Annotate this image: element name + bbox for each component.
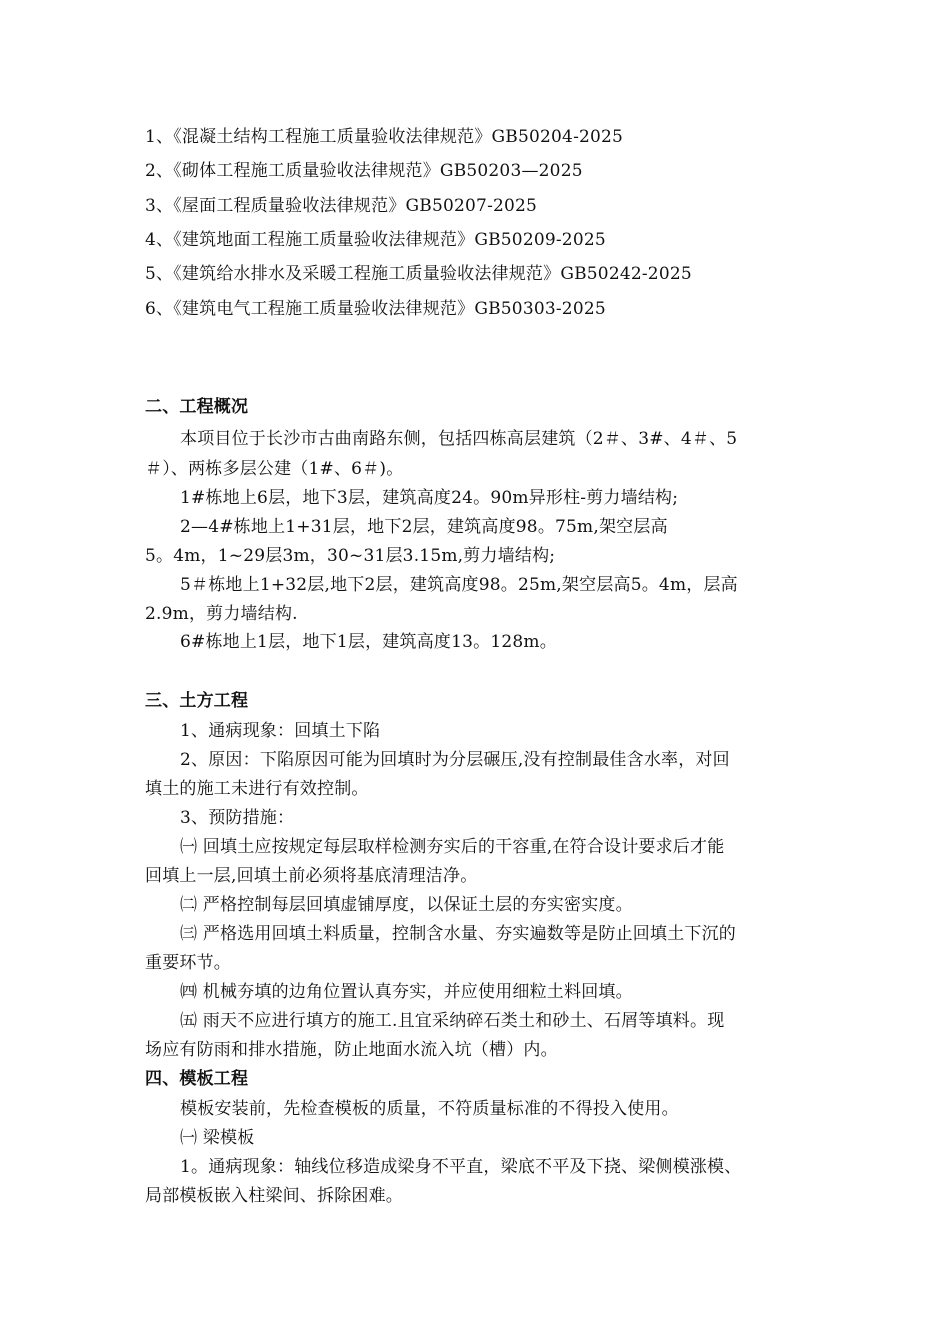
paragraph-line: 填土的施工未进行有效控制。	[145, 779, 369, 799]
paragraph-line: ㈤ 雨天不应进行填方的施工.且宜采纳碎石类土和砂土、石屑等填料。现	[180, 1011, 725, 1031]
paragraph-line: 重要环节。	[145, 953, 231, 973]
paragraph-line: 2、原因：下陷原因可能为回填时为分层碾压,没有控制最佳含水率，对回	[180, 750, 730, 770]
paragraph-line: ㈣ 机械夯填的边角位置认真夯实，并应使用细粒土料回填。	[180, 982, 633, 1002]
paragraph-line: 2—4#栋地上1+31层，地下2层，建筑高度98。75m,架空层高	[180, 517, 668, 537]
section-heading: 三、土方工程	[145, 691, 249, 711]
paragraph-line: ＃）、两栋多层公建（1#、6＃)。	[145, 459, 404, 479]
section-heading: 二、工程概况	[145, 397, 249, 417]
paragraph-line: ㈠ 梁模板	[180, 1128, 255, 1148]
reference-item: 4、《建筑地面工程施工质量验收法律规范》GB50209-2025	[145, 230, 606, 250]
paragraph-line: 局部模板嵌入柱梁间、拆除困难。	[145, 1186, 403, 1206]
paragraph-line: 5＃栋地上1+32层,地下2层，建筑高度98。25m,架空层高5。4m，层高	[180, 575, 738, 595]
reference-item: 3、《屋面工程质量验收法律规范》GB50207-2025	[145, 196, 538, 216]
paragraph-line: 1#栋地上6层，地下3层，建筑高度24。90m异形柱-剪力墙结构;	[180, 488, 679, 508]
paragraph-line: 本项目位于长沙市古曲南路东侧，包括四栋高层建筑（2＃、3#、4＃、5	[180, 429, 738, 449]
reference-item: 6、《建筑电气工程施工质量验收法律规范》GB50303-2025	[145, 299, 606, 319]
reference-item: 2、《砌体工程施工质量验收法律规范》GB50203—2025	[145, 161, 583, 181]
paragraph-line: ㈢ 严格选用回填土料质量，控制含水量、夯实遍数等是防止回填土下沉的	[180, 924, 737, 944]
paragraph-line: 5。4m，1~29层3m，30~31层3.15m,剪力墙结构;	[145, 546, 556, 566]
paragraph-line: 3、预防措施：	[180, 808, 295, 828]
paragraph-line: 1。通病现象：轴线位移造成梁身不平直，梁底不平及下挠、梁侧模涨模、	[180, 1157, 742, 1177]
paragraph-line: 2.9m，剪力墙结构.	[145, 604, 298, 624]
paragraph-line: 模板安装前，先检查模板的质量，不符质量标准的不得投入使用。	[180, 1099, 679, 1119]
paragraph-line: 场应有防雨和排水措施，防止地面水流入坑（槽）内。	[145, 1040, 558, 1060]
paragraph-line: 回填上一层,回填土前必须将基底清理洁净。	[145, 866, 478, 886]
paragraph-line: 1、通病现象：回填土下陷	[180, 721, 381, 741]
paragraph-line: ㈡ 严格控制每层回填虚铺厚度，以保证土层的夯实密实度。	[180, 895, 633, 915]
reference-item: 1、《混凝土结构工程施工质量验收法律规范》GB50204-2025	[145, 127, 624, 147]
paragraph-line: 6#栋地上1层，地下1层，建筑高度13。128m。	[180, 632, 557, 652]
reference-item: 5、《建筑给水排水及采暖工程施工质量验收法律规范》GB50242-2025	[145, 264, 692, 284]
paragraph-line: ㈠ 回填土应按规定每层取样检测夯实后的干容重,在符合设计要求后才能	[180, 837, 725, 857]
section-heading: 四、模板工程	[145, 1069, 249, 1089]
